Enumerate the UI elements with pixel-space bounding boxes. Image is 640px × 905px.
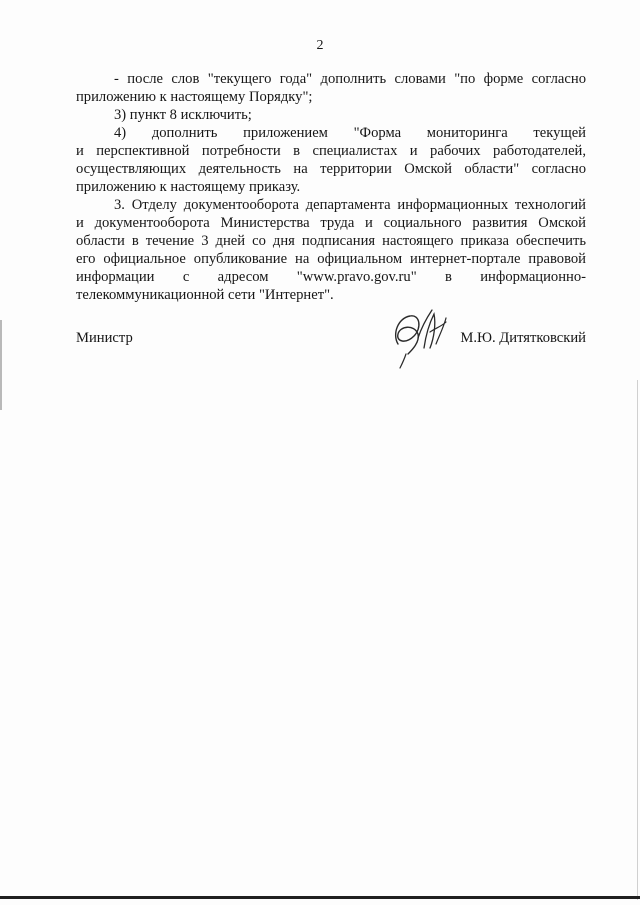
- text-line: области в течение 3 дней со дня подписания настоящего приказа обеспечить: [76, 233, 586, 249]
- signature-block: [76, 330, 586, 380]
- paragraph: [76, 106, 586, 124]
- text-line: телекоммуникационной сети "Интернет".: [76, 287, 334, 303]
- signer-name: М.Ю. Дитятковский: [460, 330, 586, 346]
- text-line: и перспективной потребности в специалистах и рабочих работодателей,: [76, 143, 586, 159]
- text-line: осуществляющих деятельность на территории Омской области" согласно: [76, 161, 586, 177]
- position-title: Министр: [76, 330, 133, 346]
- paragraph: [76, 124, 586, 196]
- text-line: 3. Отделу документооборота департамента информационных технологий: [114, 197, 586, 213]
- scan-edge-mark: [0, 320, 2, 410]
- paragraph: [76, 196, 586, 304]
- paragraph: [76, 70, 586, 106]
- text-line: 4) дополнить приложением "Форма мониторинга текущей: [114, 125, 586, 141]
- text-line: информации с адресом "www.pravo.gov.ru" в информационно-: [76, 269, 586, 285]
- text-line: приложению к настоящему Порядку";: [76, 89, 313, 105]
- text-line: и документооборота Министерства труда и социального развития Омской: [76, 215, 586, 231]
- page-number: 2: [316, 38, 324, 53]
- scan-bottom-border: [0, 896, 640, 899]
- text-line: его официальное опубликование на официальном интернет-портале правовой: [76, 251, 586, 267]
- document-body: [76, 70, 586, 304]
- text-line: приложению к настоящему приказу.: [76, 179, 301, 195]
- text-line: 3) пункт 8 исключить;: [114, 107, 252, 123]
- scan-edge-mark: [637, 380, 638, 900]
- text-line: - после слов "текущего года" дополнить словами "по форме согласно: [114, 71, 586, 87]
- handwritten-signature: [384, 304, 454, 370]
